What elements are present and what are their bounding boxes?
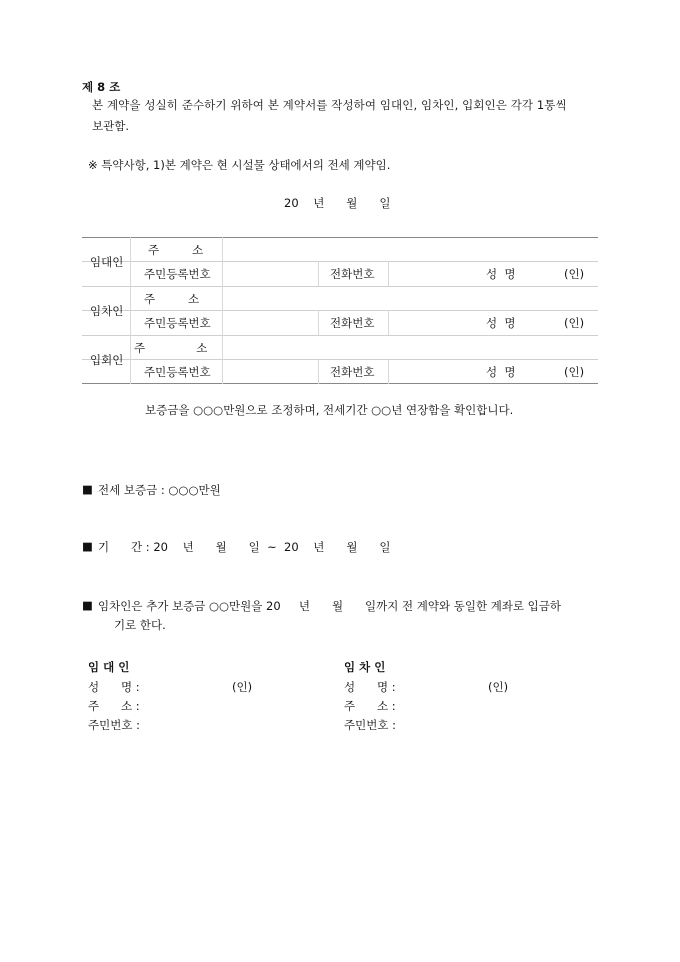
table-row-tenant-name-label: 성 명 <box>486 316 516 330</box>
signature-tenant-name-label: 성 명 : <box>344 680 396 694</box>
confirmation-text: 보증금을 ○○○만원으로 조정하며, 전세기간 ○○년 연장함을 확인합니다. <box>145 403 514 417</box>
article-body-line2: 보관함. <box>92 119 129 133</box>
item-deposit: 전세 보증금 : ○○○만원 <box>98 483 221 497</box>
table-row-witness-id-label: 주민등록번호 <box>144 365 211 379</box>
table-row-tenant-address-label: 주 소 <box>144 292 200 306</box>
table-row-witness-address-label: 주 소 <box>134 341 208 355</box>
item-additional-deposit-line1: 임차인은 추가 보증금 ○○만원을 20 년 월 일까지 전 계약와 동일한 계좌로 입금하 <box>98 599 562 613</box>
signature-landlord-seal: (인) <box>232 680 253 694</box>
item-bullet: ■ <box>82 539 93 553</box>
signature-tenant-address-label: 주 소 : <box>344 699 396 713</box>
signature-landlord-title: 임 대 인 <box>88 660 130 674</box>
signature-tenant-id-label: 주민번호 : <box>344 718 396 732</box>
article-body-line1: 본 계약을 성실히 준수하기 위하여 본 계약서를 작성하여 임대인, 임차인, 입회인은 각각 1통씩 <box>92 98 567 112</box>
table-row-tenant-id-label: 주민등록번호 <box>144 316 211 330</box>
signature-tenant-title: 임 차 인 <box>344 660 386 674</box>
signature-landlord-id-label: 주민번호 : <box>88 718 140 732</box>
item-period: 기 간 : 20 년 월 일 ~ 20 년 월 일 <box>98 540 391 554</box>
signature-landlord-address-label: 주 소 : <box>88 699 140 713</box>
table-row-landlord-id-label: 주민등록번호 <box>144 267 211 281</box>
contract-date-line: 20 년 월 일 <box>284 196 391 210</box>
table-row-landlord-name-label: 성 명 <box>486 267 516 281</box>
table-row-tenant-role: 임차인 <box>90 304 124 318</box>
article-heading: 제 8 조 <box>82 80 121 94</box>
table-row-landlord-seal: (인) <box>564 267 585 281</box>
table-row-tenant-phone-label: 전화번호 <box>330 316 375 330</box>
table-row-witness-phone-label: 전화번호 <box>330 365 375 379</box>
item-additional-deposit-line2: 기로 한다. <box>114 618 166 632</box>
table-row-landlord-address-label: 주 소 <box>148 243 204 257</box>
table-row-witness-role: 입회인 <box>90 353 124 367</box>
signature-landlord-name-label: 성 명 : <box>88 680 140 694</box>
special-terms: ※ 특약사항, 1)본 계약은 현 시설물 상태에서의 전세 계약임. <box>88 158 391 172</box>
parties-table <box>82 237 598 384</box>
item-bullet: ■ <box>82 598 93 612</box>
table-row-tenant-seal: (인) <box>564 316 585 330</box>
table-row-landlord-role: 임대인 <box>90 255 124 269</box>
table-row-witness-seal: (인) <box>564 365 585 379</box>
table-row-landlord-phone-label: 전화번호 <box>330 267 375 281</box>
table-row-witness-name-label: 성 명 <box>486 365 516 379</box>
item-bullet: ■ <box>82 482 93 496</box>
signature-tenant-seal: (인) <box>488 680 509 694</box>
